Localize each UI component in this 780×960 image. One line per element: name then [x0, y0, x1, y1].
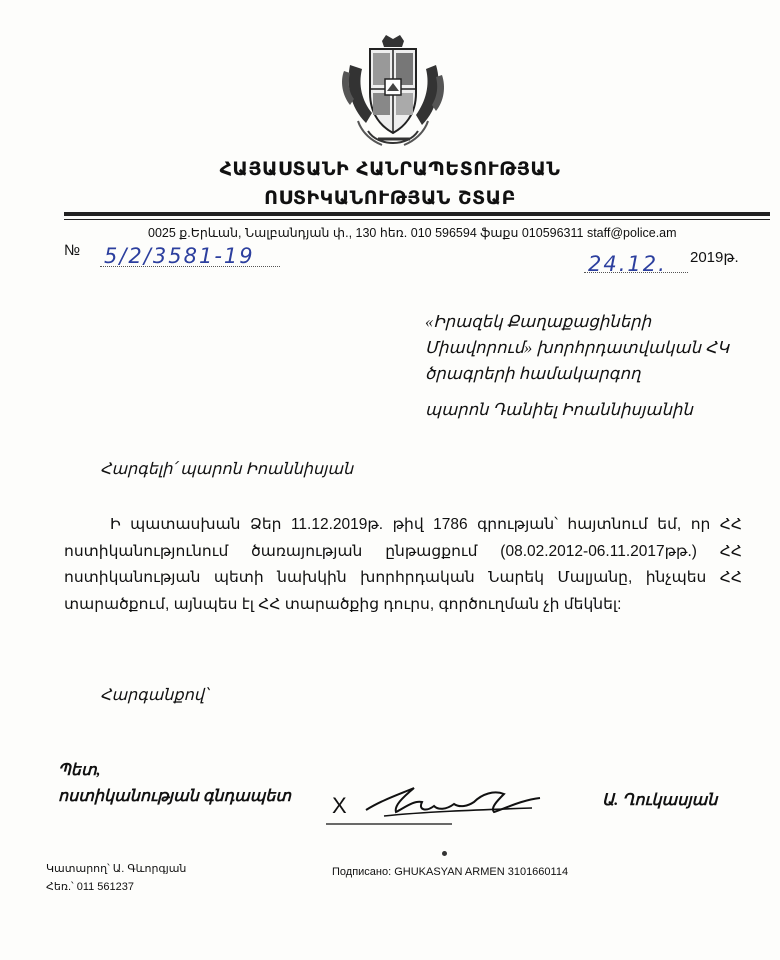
signature-x-mark: X — [332, 793, 347, 818]
registration-number-label: № — [64, 242, 81, 259]
addressee-line-4: պարոն Դանիել Իոաննիսյանին — [425, 400, 693, 419]
greeting: Հարգելի՛ պարոն Իոաննիսյան — [100, 461, 354, 478]
registration-year: 2019թ. — [690, 249, 739, 266]
executor-name: Կատարող՝ Ա. Գևորգյան — [46, 863, 187, 875]
signatory-name: Ա. Ղուկասյան — [602, 792, 718, 809]
organization-name: ՀԱՅԱՍՏԱՆԻ ՀԱՆՐԱՊԵՏՈՒԹՅԱՆ — [219, 158, 561, 180]
letter-body: Ի պատասխան Ձեր 11.12.2019թ. թիվ 1786 գրության՝ հայտնում եմ, որ ՀՀ ոստիկանությունում ծառայության ընթացքում (08.02.2012-06.11.2017թթ.) ՀՀ ոստիկանության պետի նախկին խորհրդական Նարեկ Մալյանը, ինչպես ՀՀ տարածքում, այնպես էլ ՀՀ տարածքից դուրս, գործուղման չի մեկնել: — [64, 516, 742, 613]
registration-number: 5/2/3581-19 — [104, 244, 255, 268]
closing-regards: Հարգանքով՝ — [100, 687, 208, 704]
registration-date-underline — [584, 272, 688, 273]
addressee-line-3: ծրագրերի համակարգող — [425, 364, 641, 383]
registration-date: 24.12. — [588, 252, 667, 276]
header-divider-thick — [64, 212, 770, 216]
department-name: ՈՍՏԻԿԱՆՈՒԹՅԱՆ ՇՏԱԲ — [264, 187, 516, 209]
addressee-line-1: «Իրազեկ Քաղաքացիների — [425, 312, 652, 331]
contact-address: 0025 ք.Երևան, Նալբանդյան փ., 130 հեռ. 010 596594 ֆաքս 010596311 staff@police.am — [148, 226, 677, 240]
executor-phone: Հեռ.՝ 011 561237 — [46, 881, 135, 893]
handwritten-signature — [322, 780, 562, 830]
digital-signature-note: Подписано: GHUKASYAN ARMEN 3101660114 — [332, 866, 569, 878]
registration-number-underline — [100, 266, 280, 267]
stamp-dot — [442, 851, 447, 856]
addressee-line-2: Միավորում» խորհրդատվական ՀԿ — [425, 338, 730, 357]
header-divider-thin — [64, 219, 770, 220]
armenia-coat-of-arms-icon — [338, 35, 448, 155]
signatory-title: Պետ, — [58, 762, 101, 779]
signatory-rank: ոստիկանության գնդապետ — [58, 788, 292, 805]
